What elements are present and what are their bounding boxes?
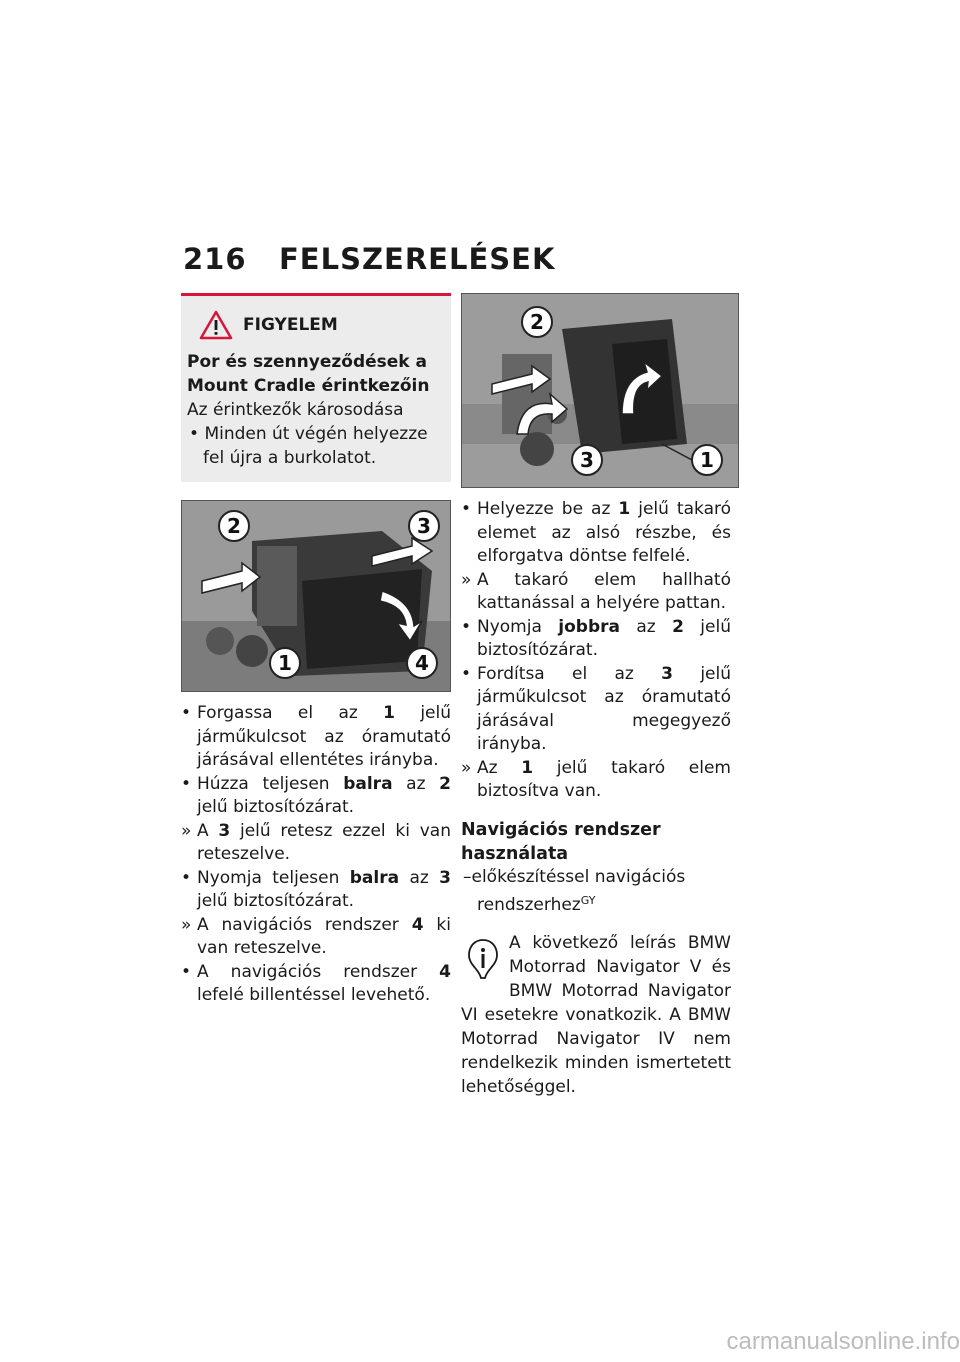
figure-label: 4 [415,651,429,675]
step-item: » A 3 jelű retesz ezzel ki van reteszelve. [181,820,451,864]
step-item: • Fordítsa el az 3 jelű járműkulcsot az óramutató járásával megegyező irányba. [461,663,732,754]
warning-cause: Az érintkezők károsodása [187,400,404,420]
info-note: A következő leírás BMW Motorrad Navigator V és BMW Motorrad Navigator VI esetekre vonatkozik. A BMW Motorrad Navigator IV nem rendelkezik minden ismertetett lehetőséggel. [461,932,731,1097]
figure-label: 1 [278,651,292,675]
info-icon [465,937,501,981]
step-item: » A takaró elem hallható kattanással a helyére pattan. [461,569,731,613]
figure-cover-insert [461,293,739,488]
figure-label: 1 [700,448,714,472]
warning-bullet: • Minden út végén helyezze fel újra a burkolatot. [189,424,428,468]
figure-label: 3 [580,448,594,472]
step-item: • Forgassa el az 1 jelű járműkulcsot az óramutató járásával ellentétes irányba. [181,703,451,770]
section-title: FELSZERELÉSEK [279,242,556,276]
watermark: carmanualsonline.info [726,1328,960,1355]
step-item: • Nyomja teljesen balra az 3 jelű biztosítózárat. [181,867,451,911]
warning-title: FIGYELEM [243,315,338,335]
figure-label: 2 [530,310,544,334]
warning-triangle-icon [199,310,233,340]
nav-section-title: Navigációs rendszer használata [461,819,661,864]
step-item: • Helyezze be az 1 jelű takaró elemet az alsó részbe, és elforgatva döntse felfelé. [461,499,732,566]
warning-box [181,293,451,482]
cover-insert-illustration [462,294,738,487]
step-item: » A navigációs rendszer 4 ki van reteszelve. [181,914,451,958]
step-item: • Nyomja jobbra az 2 jelű biztosítózárat. [461,616,731,660]
page-header [183,242,555,282]
step-item: • A navigációs rendszer 4 lefelé billentéssel levehető. [181,961,451,1005]
step-item: • Húzza teljesen balra az 2 jelű biztosítózárat. [181,773,451,817]
figure-navigator-removal [181,500,451,692]
insert-steps [461,498,731,804]
left-column [181,293,451,1008]
figure-label: 3 [417,514,431,538]
warning-header [199,310,441,340]
page-number: 216 [183,242,247,276]
figure-label: 2 [227,514,241,538]
navigator-removal-illustration [182,501,450,691]
prerequisite: –előkészítéssel navigációs rendszerhez$^{GY}$ [463,866,686,915]
removal-steps [181,702,451,1008]
right-column [461,293,731,1099]
warning-bold-line: Por és szennyeződések a [187,352,427,372]
warning-bold-line: Mount Cradle érintkezőin [187,376,430,396]
step-item: » Az 1 jelű takaró elem biztosítva van. [461,757,731,801]
